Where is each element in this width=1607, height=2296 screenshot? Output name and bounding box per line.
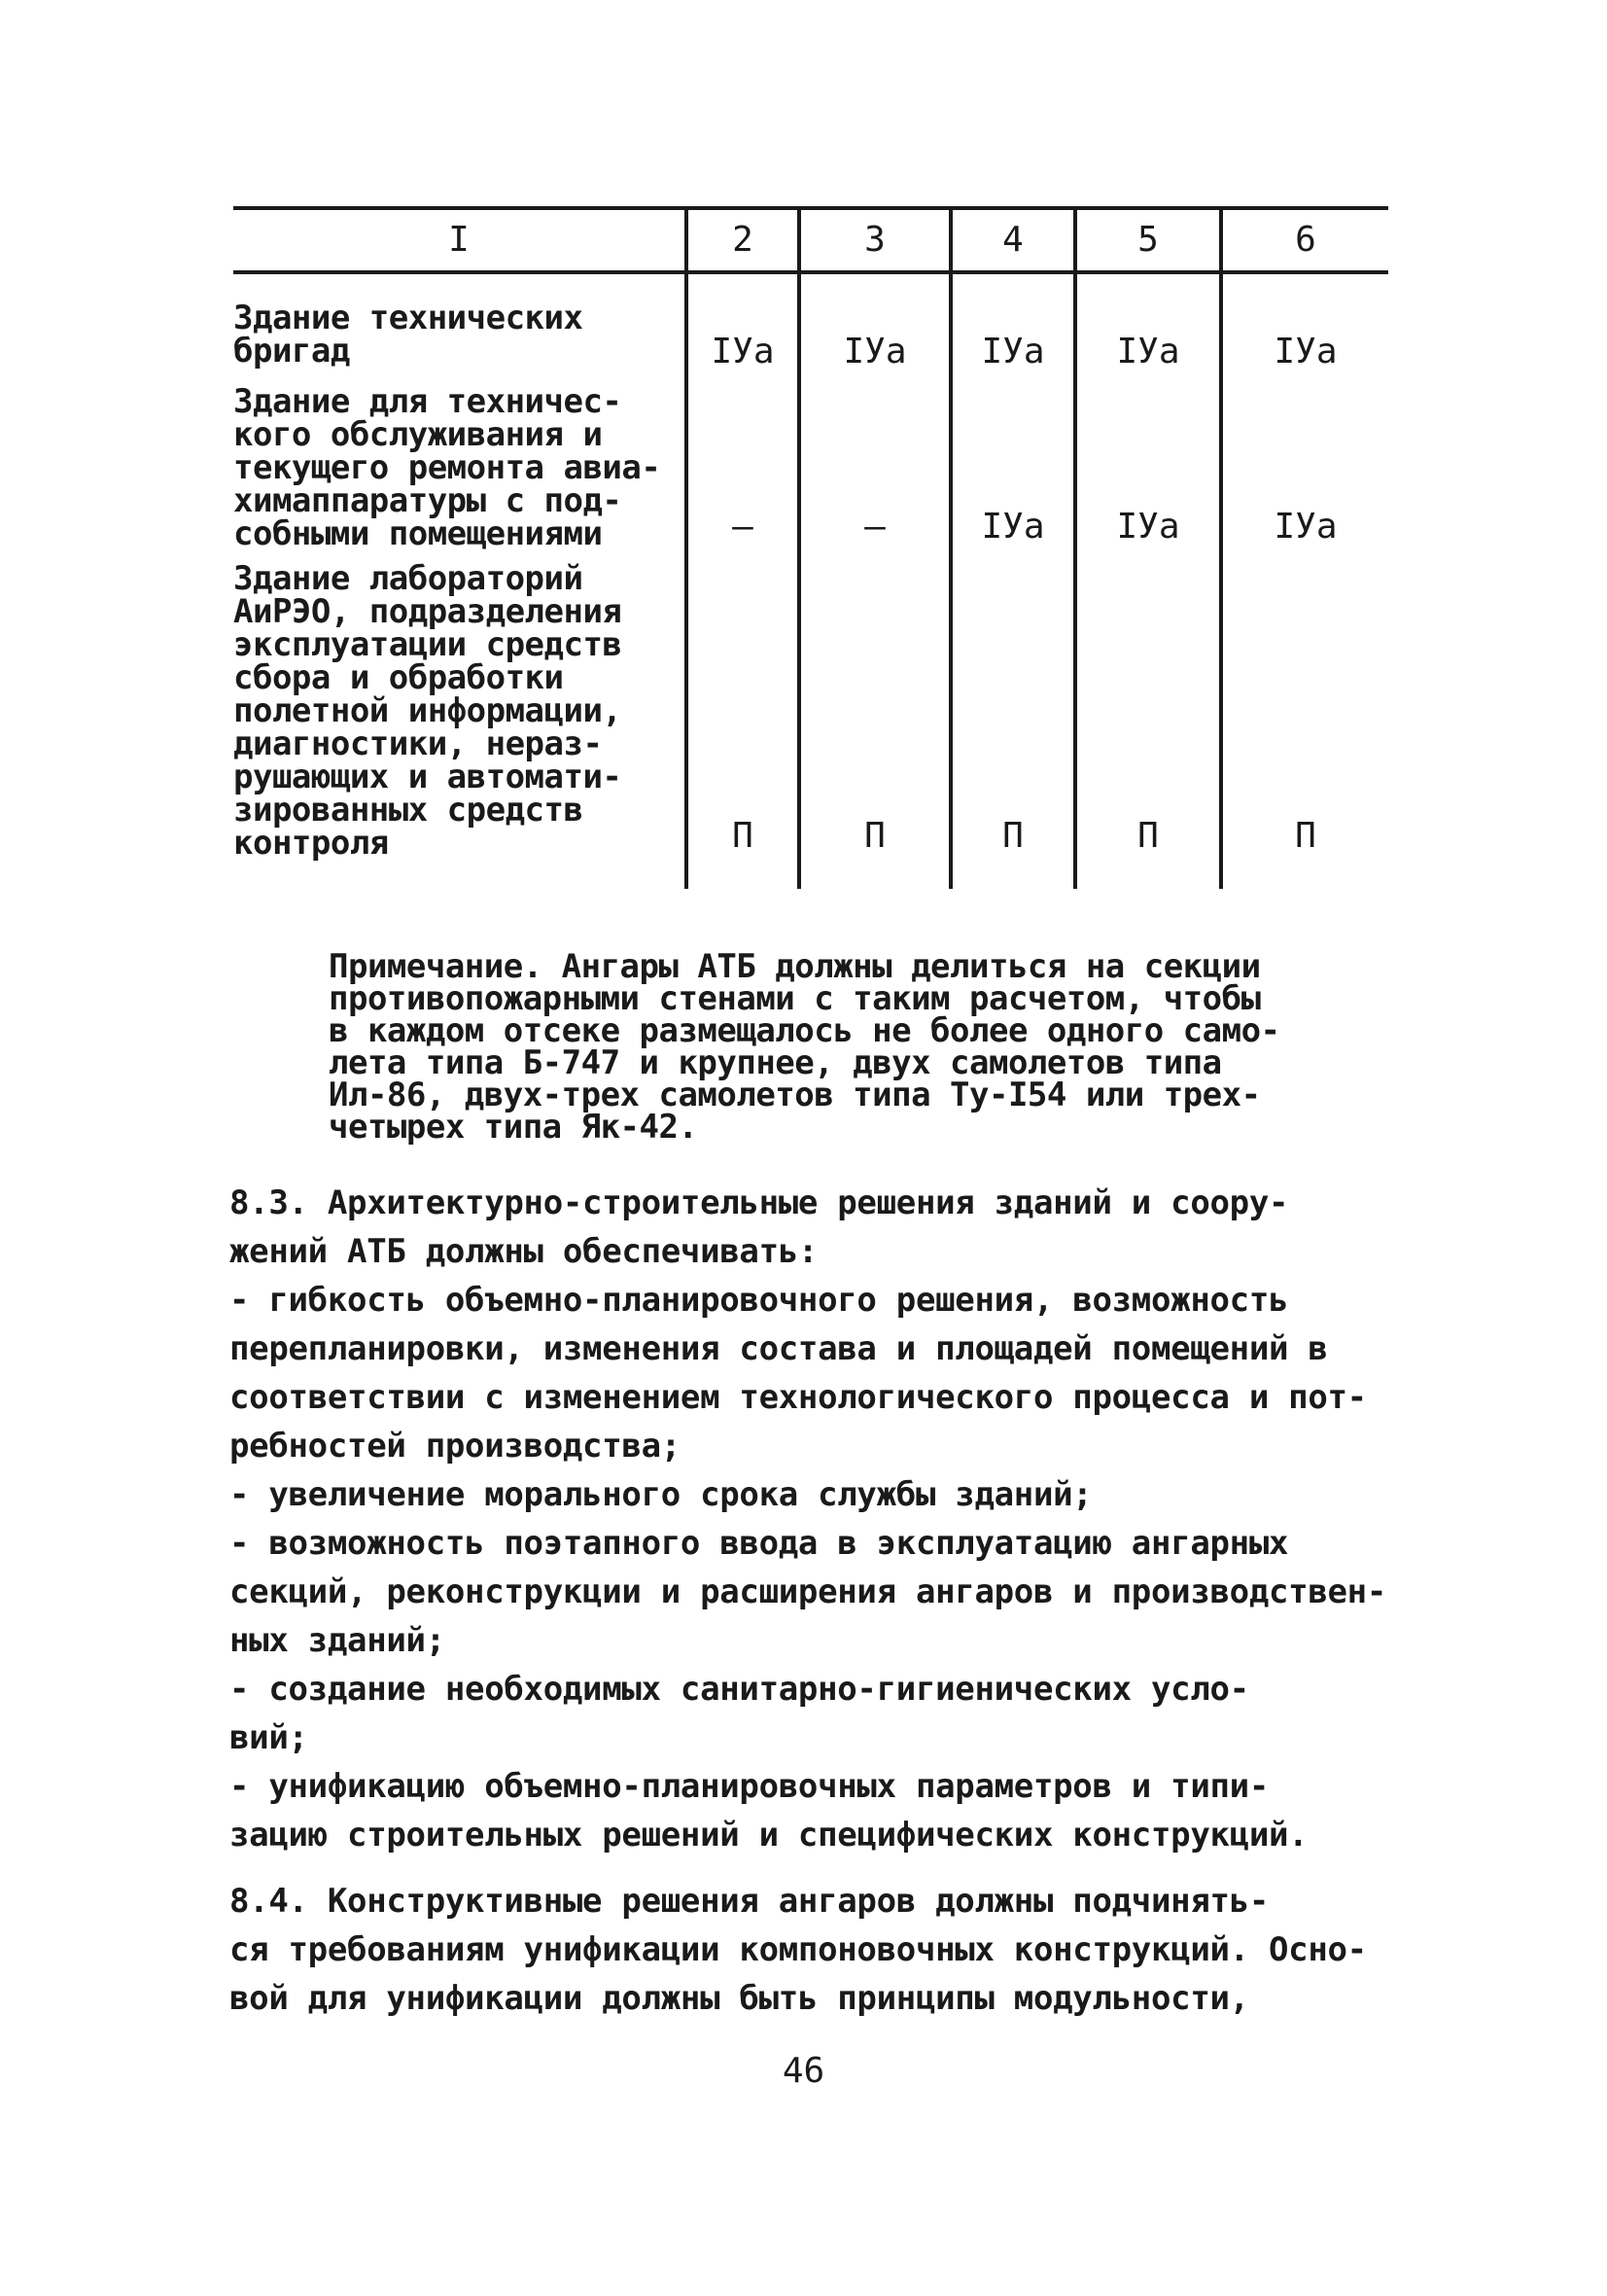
list-item: - унификацию объемно-планировочных параметров и типи- зацию строительных решений и специфических конструкций. bbox=[229, 1767, 1309, 1854]
paragraph-8-4: 8.4. Конструктивные решения ангаров должны подчинять- ся требованиям унификации компоновочных конструкций. Осно- вой для унификации должны быть принципы модульности, bbox=[229, 1882, 1367, 2018]
table-cell: IУа bbox=[981, 332, 1045, 371]
table-header-cell: I bbox=[448, 220, 470, 260]
list-item: - возможность поэтапного ввода в эксплуатацию ангарных секций, реконструкции и расширения ангаров и производствен- ных зданий; bbox=[229, 1524, 1387, 1660]
list-item: - создание необходимых санитарно-гигиенических усло- вий; bbox=[229, 1670, 1249, 1757]
table-cell: – bbox=[732, 507, 753, 547]
table-cell: IУа bbox=[843, 332, 907, 371]
column-divider bbox=[949, 208, 953, 889]
table-cell: П bbox=[864, 816, 886, 856]
table-note: Примечание. Ангары АТБ должны делиться на секции противопожарными стенами с таким расчетом, чтобы в каждом отсеке размещалось не более одного само- лета типа Б-747 и крупнее, двух самолетов типа Ил-86, двух-трех самолетов типа Ту-I54 или трех- четырех типа Як-42. bbox=[329, 947, 1280, 1147]
table-header-cell: 3 bbox=[864, 220, 886, 260]
table-row-label: Здание лабораторий АиРЭО, подразделения эксплуатации средств сбора и обработки полетной информации, диагностики, нераз- рушающих и автомати- зированных средств контроля bbox=[233, 559, 622, 863]
column-divider bbox=[797, 208, 801, 889]
table-cell: IУа bbox=[1274, 507, 1338, 547]
table-cell: – bbox=[864, 507, 886, 547]
table-header-cell: 6 bbox=[1295, 220, 1316, 260]
table-header-rule bbox=[233, 270, 1388, 274]
table-cell: П bbox=[1295, 816, 1316, 856]
table-cell: IУа bbox=[981, 507, 1045, 547]
column-divider bbox=[1219, 208, 1223, 889]
table-cell: П bbox=[1002, 816, 1024, 856]
list-item: - увеличение морального срока службы зданий; bbox=[229, 1475, 1093, 1514]
table-header-cell: 2 bbox=[732, 220, 753, 260]
table-cell: IУа bbox=[1116, 332, 1180, 371]
table-header-cell: 4 bbox=[1002, 220, 1024, 260]
table-cell: П bbox=[1137, 816, 1159, 856]
column-divider bbox=[1073, 208, 1077, 889]
table-top-rule bbox=[233, 206, 1388, 210]
table-cell: IУа bbox=[1116, 507, 1180, 547]
table-cell: IУа bbox=[1274, 332, 1338, 371]
table-row-label: Здание технических бригад bbox=[233, 299, 583, 371]
page-number: 46 bbox=[782, 2051, 825, 2091]
table-cell: IУа bbox=[711, 332, 775, 371]
list-item: - гибкость объемно-планировочного решения, возможность перепланировки, изменения состава и площадей помещений в соответствии с изменением технологического процесса и пот- ребностей производства; bbox=[229, 1281, 1367, 1466]
table-cell: П bbox=[732, 816, 753, 856]
table-header-cell: 5 bbox=[1137, 220, 1159, 260]
paragraph-8-3: 8.3. Архитектурно-строительные решения зданий и соору- жений АТБ должны обеспечивать: bbox=[229, 1183, 1289, 1271]
table-row-label: Здание для техничес- кого обслуживания и текущего ремонта авиа- химаппаратуры с под- собными помещениями bbox=[233, 382, 661, 553]
